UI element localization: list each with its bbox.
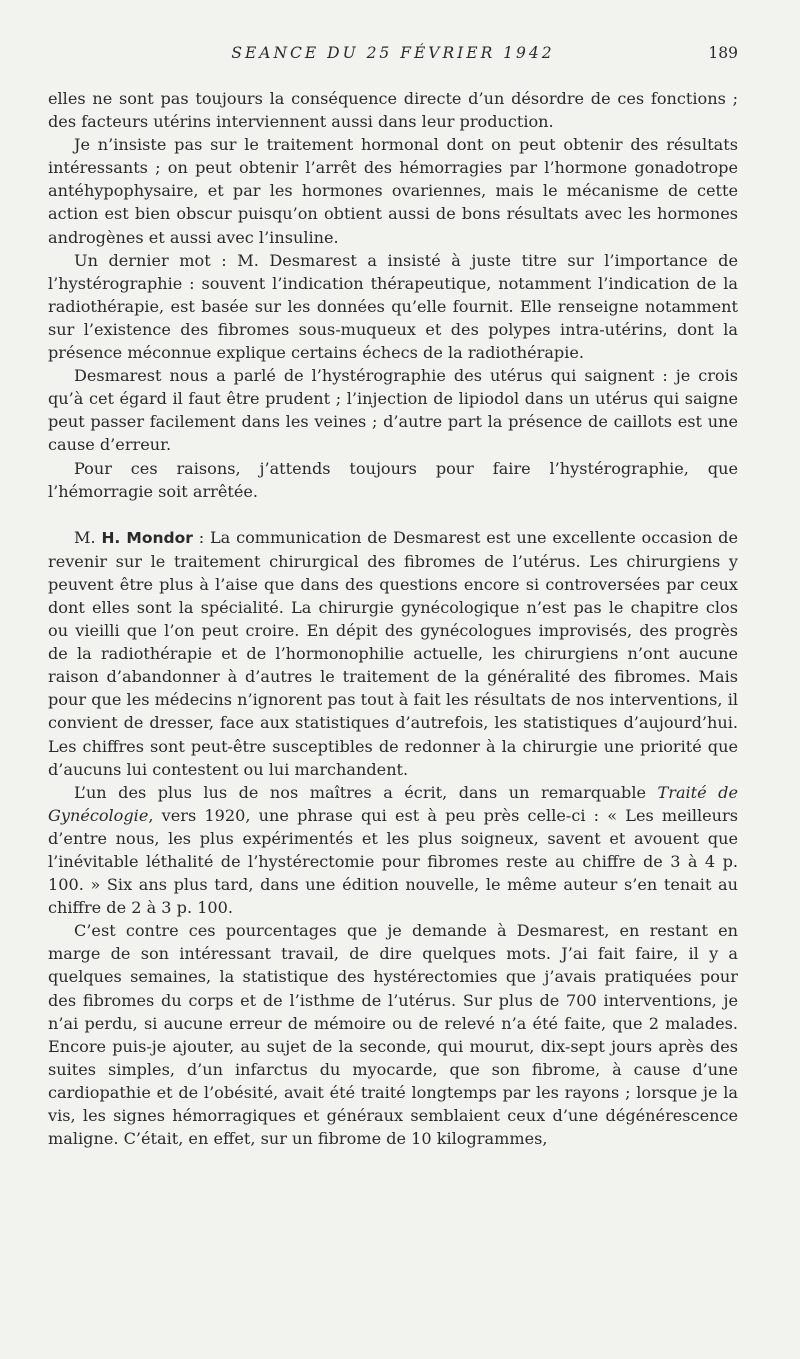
book-title: Traité de Gynécologie: [48, 782, 739, 825]
speaker-paragraph: [48, 526, 738, 781]
paragraph: elles ne sont pas toujours la conséquence directe d’un désordre de ces fonctions ; des facteurs utérins interviennent aussi dans leur production.: [48, 89, 738, 132]
page-number: 189: [708, 44, 738, 62]
quote-after: , vers 1920, une phrase qui est à peu près celle-ci : « Les meilleurs d’entre nous, les plus expérimentés et les plus soigneux, savent et avouent que l’inévitable léthalité de l’hystérectomie pour fibromes reste au chiffre de 3 à 4 p. 100. » Six ans plus tard, dans une édition nouvelle, le même auteur s’en tenait au chiffre de 2 à 3 p. 100.: [48, 805, 738, 918]
paragraph: [48, 781, 738, 920]
paragraph: Je n’insiste pas sur le traitement hormonal dont on peut obtenir des résultats intéressants ; on peut obtenir l’arrêt des hémorragies par l’hormone gonadotrope antéhypophysaire, et par les hormones ovariennes, mais le mécanisme de cette action est bien obscur puisqu’on obtient aussi de bons résultats avec les hormones androgènes et aussi avec l’insuline.: [48, 135, 738, 247]
page-header: [48, 44, 738, 68]
paragraph: C’est contre ces pourcentages que je demande à Desmarest, en restant en marge de son intéressant travail, de dire quelques mots. J’ai fait faire, il y a quelques semaines, la statistique des hystérectomies que j’avais pratiquées pour des fibromes du corps et de l’isthme de l’utérus. Sur plus de 700 interventions, je n’ai perdu, si aucune erreur de mémoire ou de relevé n’a été faite, que 2 malades. Encore puis-je ajouter, au sujet de la seconde, qui mourut, dix-sept jours après des suites simples, d’un infarctus du myocarde, que son fibrome, à cause d’une cardiopathie et de l’obésité, avait été traité longtemps par les rayons ; lorsque je la vis, les signes hémorragiques et généraux semblaient ceux d’une dégénérescence maligne. C’était, en effet, sur un fibrome de 10 kilogrammes,: [48, 921, 738, 1149]
paragraph: Desmarest nous a parlé de l’hystérographie des utérus qui saignent : je crois qu’à cet égard il faut être prudent ; l’injection de lipiodol dans un utérus qui saigne peut passer facilement dans les veines ; d’autre part la présence de caillots est une cause d’erreur.: [48, 366, 738, 455]
body-text: [48, 87, 738, 1150]
running-title: SEANCE DU 25 FÉVRIER 1942: [231, 44, 555, 62]
paragraph: Pour ces raisons, j’attends toujours pour faire l’hystérographie, que l’hémorragie soit arrêtée.: [48, 458, 738, 501]
speaker-text: : La communication de Desmarest est une excellente occasion de revenir sur le traitement chirurgical des fibromes de l’utérus. Les chirurgiens y peuvent être plus à l’aise que dans des questions encore si controversées par ceux dont elles sont la spécialité. La chirurgie gynécologique n’est pas le chapitre clos ou vieilli que l’on peut croire. En dépit des gynécologues improvisés, des progrès de la radiothérapie et de l’hormonophilie actuelle, les chirurgiens n’ont aucune raison d’abandonner à d’autres le traitement de la généralité des fibromes. Mais pour que les médecins n’ignorent pas tout à fait les résultats de nos interventions, il convient de dresser, face aux statistiques d’autrefois, les statistiques d’aujourd’hui. Les chiffres sont peut-être susceptibles de redonner à la chirurgie une priorité que d’aucuns lui contestent ou lui marchandent.: [48, 527, 738, 779]
speaker-name: H. Mondor: [101, 528, 193, 547]
quote-before: L’un des plus lus de nos maîtres a écrit, dans un remarquable: [74, 782, 658, 802]
speaker-intro: M.: [74, 527, 96, 547]
paragraph: Un dernier mot : M. Desmarest a insisté à juste titre sur l’importance de l’hystérographie : souvent l’indication thérapeutique, notamment l’indication de la radiothérapie, est basée sur les données qu’elle fournit. Elle renseigne notamment sur l’existence des fibromes sous-muqueux et des polypes intra-utérins, dont la présence méconnue explique certains échecs de la radiothérapie.: [48, 250, 738, 363]
